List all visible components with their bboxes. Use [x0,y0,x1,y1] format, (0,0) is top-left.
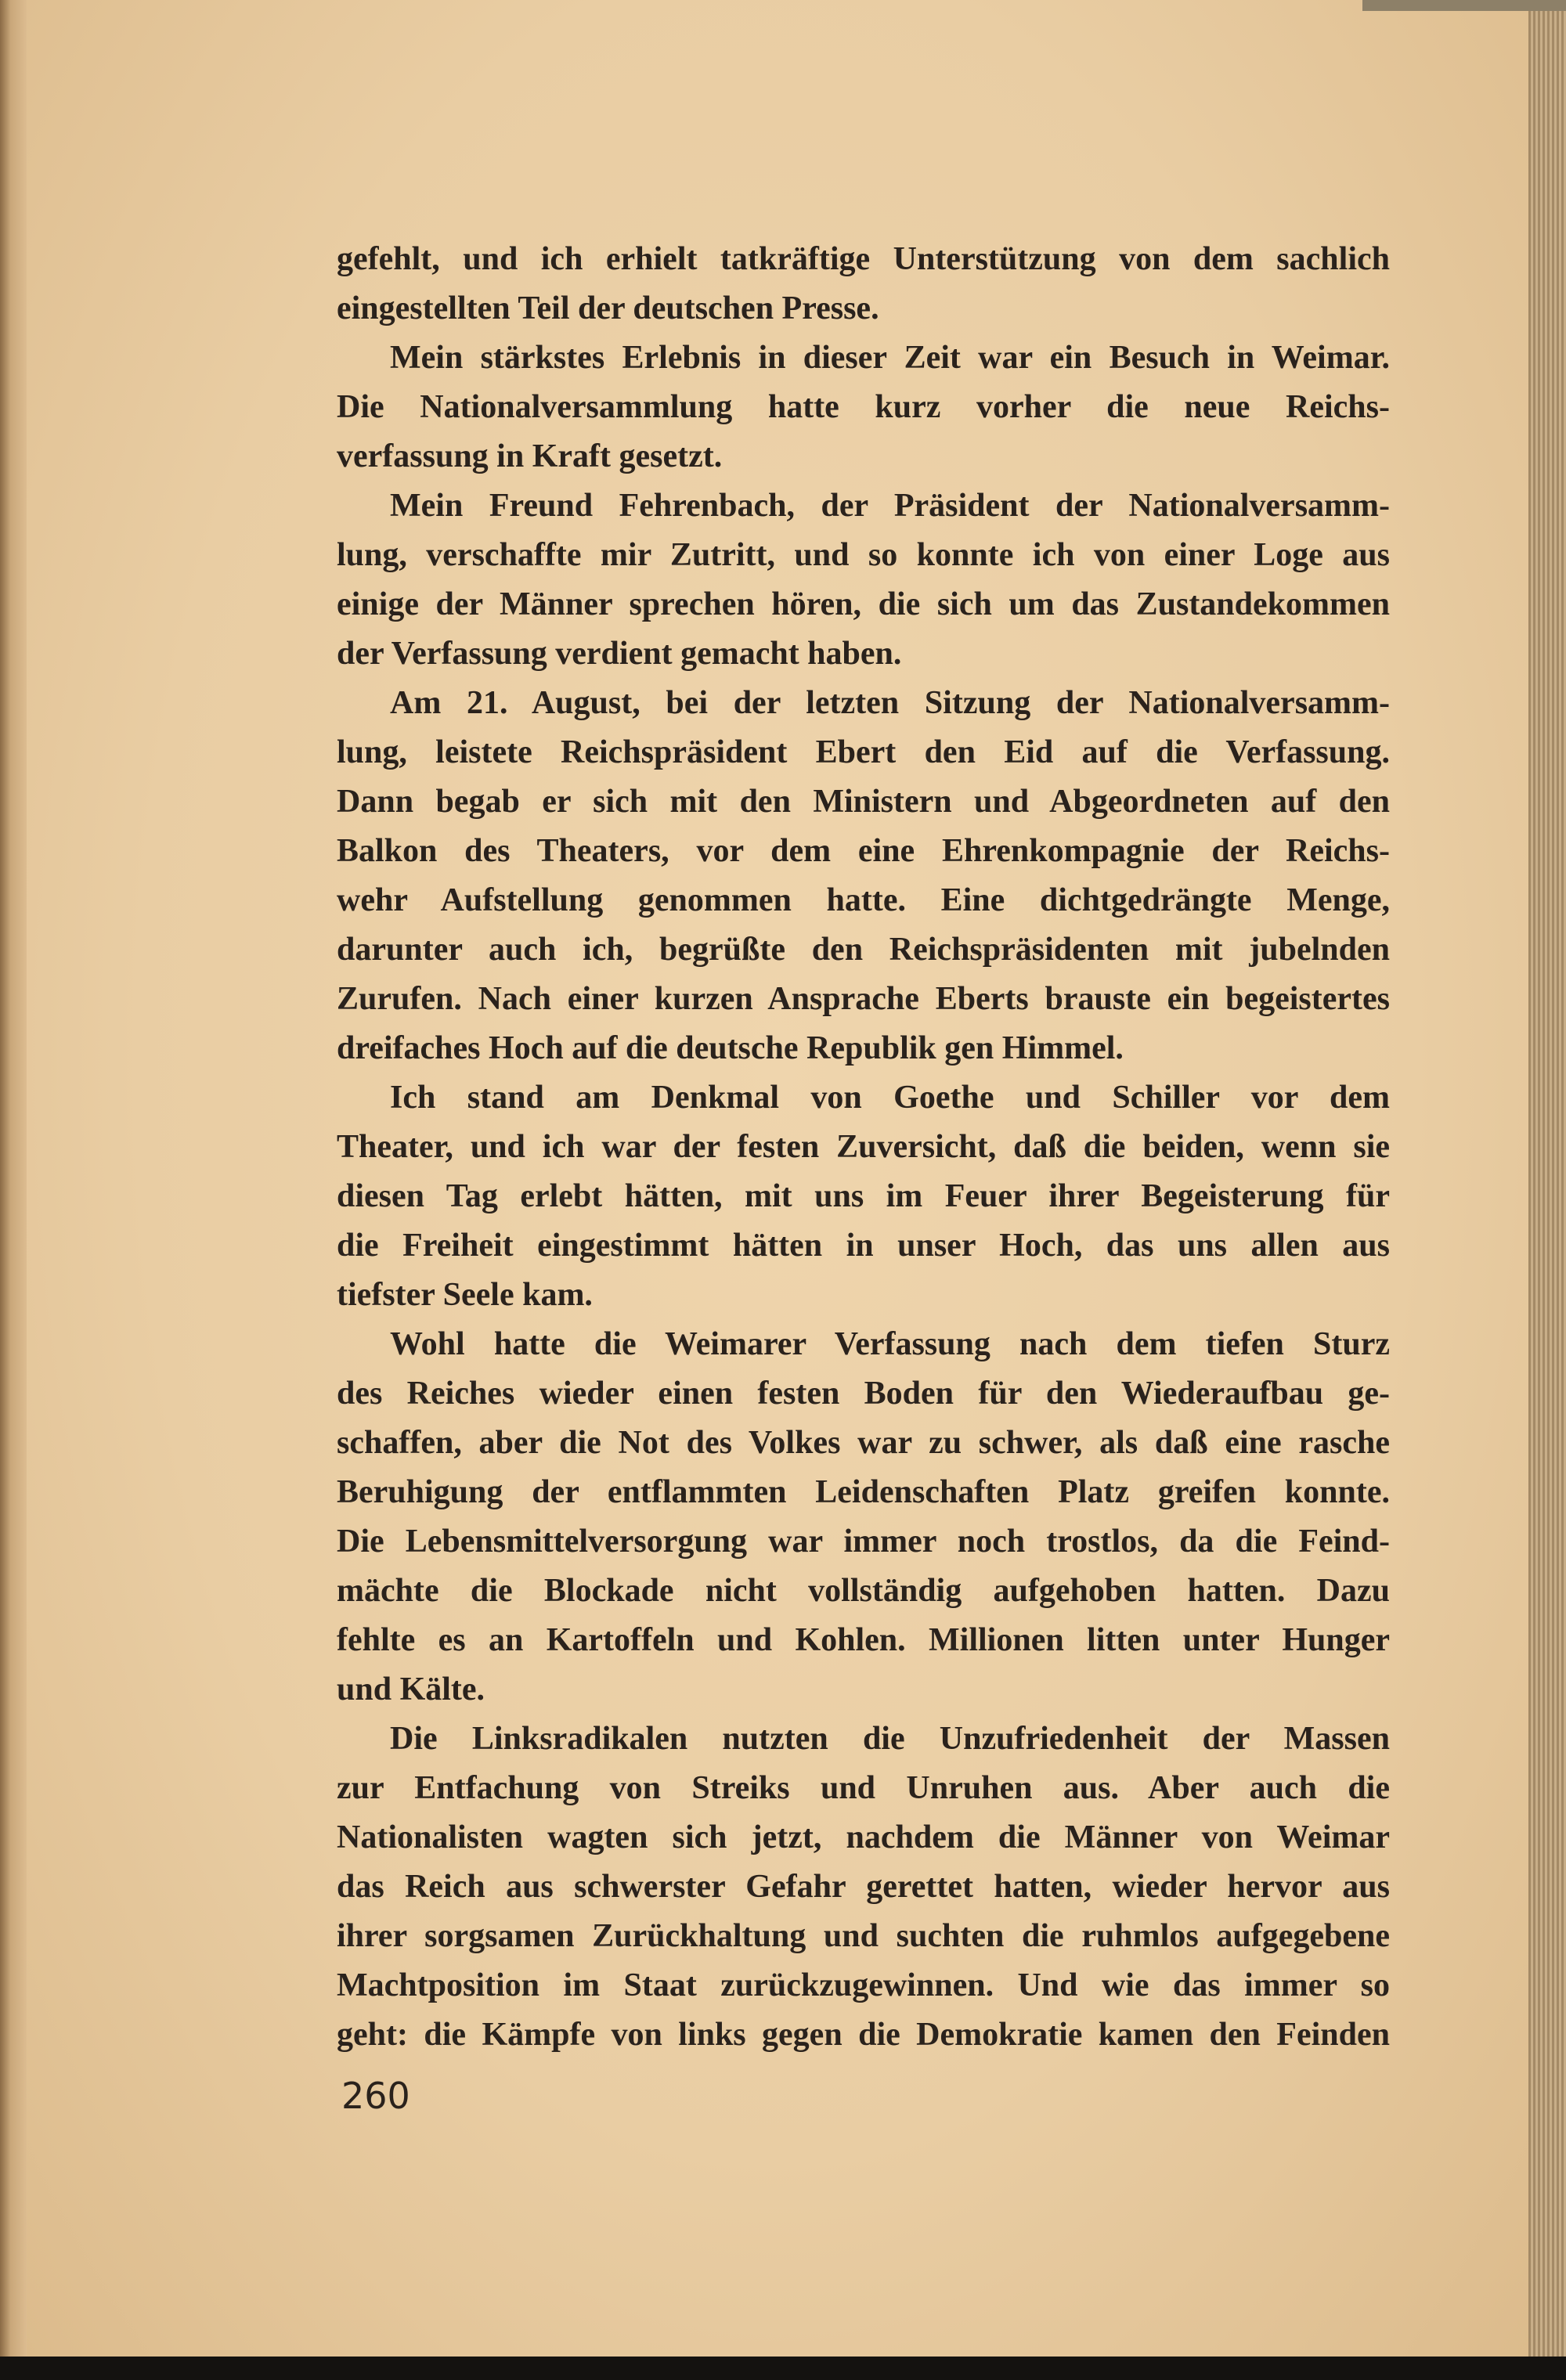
text-line: Mein stärkstes Erlebnis in dieser Zeit war ein Besuch in Weimar. [390,340,1390,376]
text-line: Zurufen. Nach einer kurzen Ansprache Eberts brauste ein begeistertes [337,981,1390,1017]
text-line: darunter auch ich, begrüßte den Reichspräsidenten mit jubelnden [337,932,1390,968]
page-number: 260 [341,2075,410,2117]
text-line: Balkon des Theaters, vor dem eine Ehrenkompagnie der Reichs- [337,833,1390,869]
text-line: und Kälte. [337,1671,485,1707]
body-text [337,235,1390,2060]
text-line: der Verfassung verdient gemacht haben. [337,636,902,672]
binding-strip [1362,0,1566,11]
text-line: lung, leistete Reichspräsident Ebert den Eid auf die Verfassung. [337,734,1390,770]
text-line: Beruhigung der entflammten Leidenschaften Platz greifen konnte. [337,1474,1390,1510]
scan-bottom-border [0,2357,1566,2380]
text-line: diesen Tag erlebt hätten, mit uns im Feuer ihrer Begeisterung für [337,1178,1390,1214]
text-line: geht: die Kämpfe von links gegen die Demokratie kamen den Feinden [337,2017,1390,2053]
text-line: verfassung in Kraft gesetzt. [337,438,723,474]
text-line: eingestellten Teil der deutschen Presse. [337,290,879,326]
text-line: Mein Freund Fehrenbach, der Präsident der Nationalversamm- [390,488,1390,524]
text-line: dreifaches Hoch auf die deutsche Republik gen Himmel. [337,1030,1124,1066]
text-line: lung, verschaffte mir Zutritt, und so konnte ich von einer Loge aus [337,537,1390,573]
text-line: gefehlt, und ich erhielt tatkräftige Unterstützung von dem sachlich [337,241,1390,277]
text-line: schaffen, aber die Not des Volkes war zu schwer, als daß eine rasche [337,1425,1390,1461]
page-edges [1528,0,1566,2357]
text-line: Die Lebensmittelversorgung war immer noch trostlos, da die Feind- [337,1524,1390,1560]
book-gutter [0,0,27,2357]
text-line: Die Linksradikalen nutzten die Unzufriedenheit der Massen [390,1721,1390,1757]
text-line: Theater, und ich war der festen Zuversicht, daß die beiden, wenn sie [337,1129,1390,1165]
text-line: Nationalisten wagten sich jetzt, nachdem die Männer von Weimar [337,1819,1390,1855]
text-line: tiefster Seele kam. [337,1277,593,1313]
text-line: fehlte es an Kartoffeln und Kohlen. Millionen litten unter Hunger [337,1622,1390,1658]
text-line: Machtposition im Staat zurückzugewinnen. Und wie das immer so [337,1967,1390,2003]
text-line: einige der Männer sprechen hören, die sich um das Zustandekommen [337,586,1390,622]
text-line: Dann begab er sich mit den Ministern und Abgeordneten auf den [337,784,1390,820]
text-line: Am 21. August, bei der letzten Sitzung der Nationalversamm- [390,685,1390,721]
text-line: das Reich aus schwerster Gefahr gerettet hatten, wieder hervor aus [337,1869,1390,1905]
text-line: ihrer sorgsamen Zurückhaltung und suchten die ruhmlos aufgegebene [337,1918,1390,1954]
text-line: des Reiches wieder einen festen Boden für den Wiederaufbau ge- [337,1376,1390,1412]
text-line: die Freiheit eingestimmt hätten in unser Hoch, das uns allen aus [337,1228,1390,1264]
text-line: Ich stand am Denkmal von Goethe und Schiller vor dem [390,1080,1390,1116]
text-line: zur Entfachung von Streiks und Unruhen aus. Aber auch die [337,1770,1390,1806]
text-line: Wohl hatte die Weimarer Verfassung nach dem tiefen Sturz [390,1326,1390,1362]
text-line: wehr Aufstellung genommen hatte. Eine dichtgedrängte Menge, [337,882,1390,918]
text-line: mächte die Blockade nicht vollständig aufgehoben hatten. Dazu [337,1573,1390,1609]
text-line: Die Nationalversammlung hatte kurz vorher die neue Reichs- [337,389,1390,425]
